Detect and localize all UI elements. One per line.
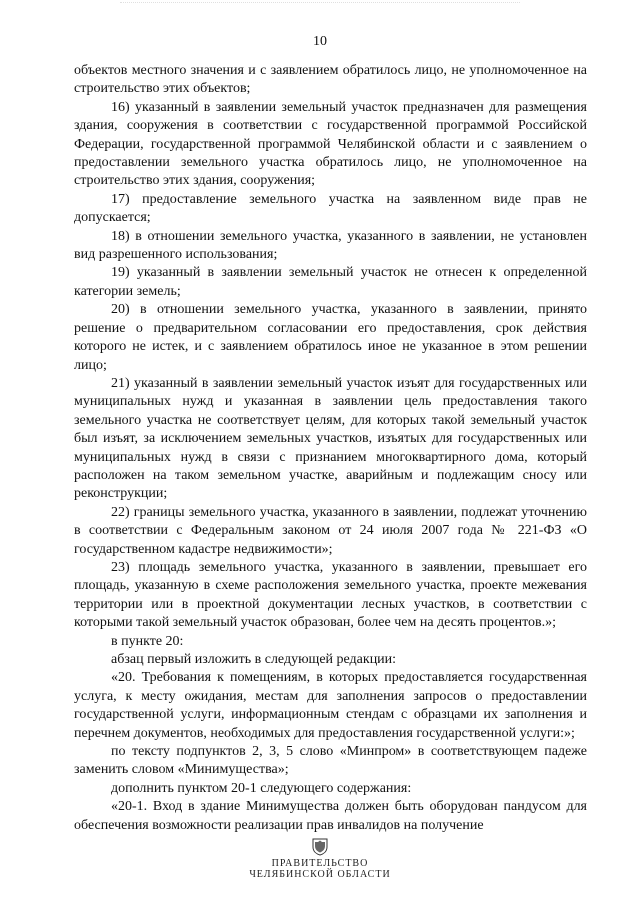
paragraph: по тексту подпунктов 2, 3, 5 слово «Минпром» в соответствующем падеже заменить словом «Минимущества»; <box>74 744 587 778</box>
paragraph: «20. Требования к помещениям, в которых предоставляется государственная услуга, к месту ожидания, местам для заполнения запросов о предоставлении государственной услуги, информационным стендам с образцами их заполнения и перечнем документов, необходимых для предоставления государственной услуги:»; <box>74 670 587 741</box>
paragraph: дополнить пунктом 20-1 следующего содержания: <box>111 780 412 796</box>
paragraph: объектов местного значения и с заявлением обратилось лицо, не уполномоченное на строительство этих объектов; <box>74 63 587 97</box>
scan-artifact <box>120 2 520 9</box>
paragraph: 22) границы земельного участка, указанного в заявлении, подлежат уточнению в соответствии с Федеральным законом от 24 июля 2007 года № 221-ФЗ «О государственном кадастре недвижимости»; <box>74 504 587 557</box>
paragraph: 16) указанный в заявлении земельный участок предназначен для размещения здания, сооружения в соответствии с государственной программой Российской Федерации, государственной программой Челябинской области и с заявлением о предоставлении земельного участка обратилось лицо, не уполномоченное на строительство этих здания, сооружения; <box>74 99 587 189</box>
paragraph: 17) предоставление земельного участка на заявленном виде прав не допускается; <box>74 191 587 226</box>
paragraph: в пункте 20: <box>111 633 184 649</box>
footer-line-2: ЧЕЛЯБИНСКОЙ ОБЛАСТИ <box>249 869 391 880</box>
paragraph: 20) в отношении земельного участка, указанного в заявлении, принято решение о предварительном согласовании его предоставления, срок действия которого не истек, и с заявлением обратилось иное не указанное в этом решении лицо; <box>74 302 587 373</box>
coat-of-arms-icon <box>312 838 328 856</box>
page-number: 10 <box>313 34 327 49</box>
paragraph: 23) площадь земельного участка, указанного в заявлении, превышает его площадь, указанную в схеме расположения земельного участка, проекте межевания территории или в проектной документации лесных участков, в соответствии с которыми такой земельный участок образован, более чем на десять процентов.»; <box>74 559 587 631</box>
document-body <box>74 62 587 835</box>
footer <box>0 838 640 880</box>
paragraph: абзац первый изложить в следующей редакции: <box>111 652 397 667</box>
paragraph: 18) в отношении земельного участка, указанного в заявлении, не установлен вид разрешенного использования; <box>74 228 587 263</box>
paragraph: 21) указанный в заявлении земельный участок изъят для государственных или муниципальных нужд и указанная в заявлении цель предоставления такого земельного участка не соответствует целям, для которых такой земельный участок был изъят, за исключением земельных участков, изъятых для государственных или муниципальных нужд в связи с признанием многоквартирного дома, который расположен на таком земельном участке, аварийным и подлежащим сносу или реконструкции; <box>74 375 587 502</box>
paragraph: «20-1. Вход в здание Минимущества должен быть оборудован пандусом для обеспечения возможности реализации прав инвалидов на получение <box>74 799 587 833</box>
footer-line-1: ПРАВИТЕЛЬСТВО <box>271 858 369 869</box>
paragraph: 19) указанный в заявлении земельный участок не отнесен к определенной категории земель; <box>74 265 587 299</box>
